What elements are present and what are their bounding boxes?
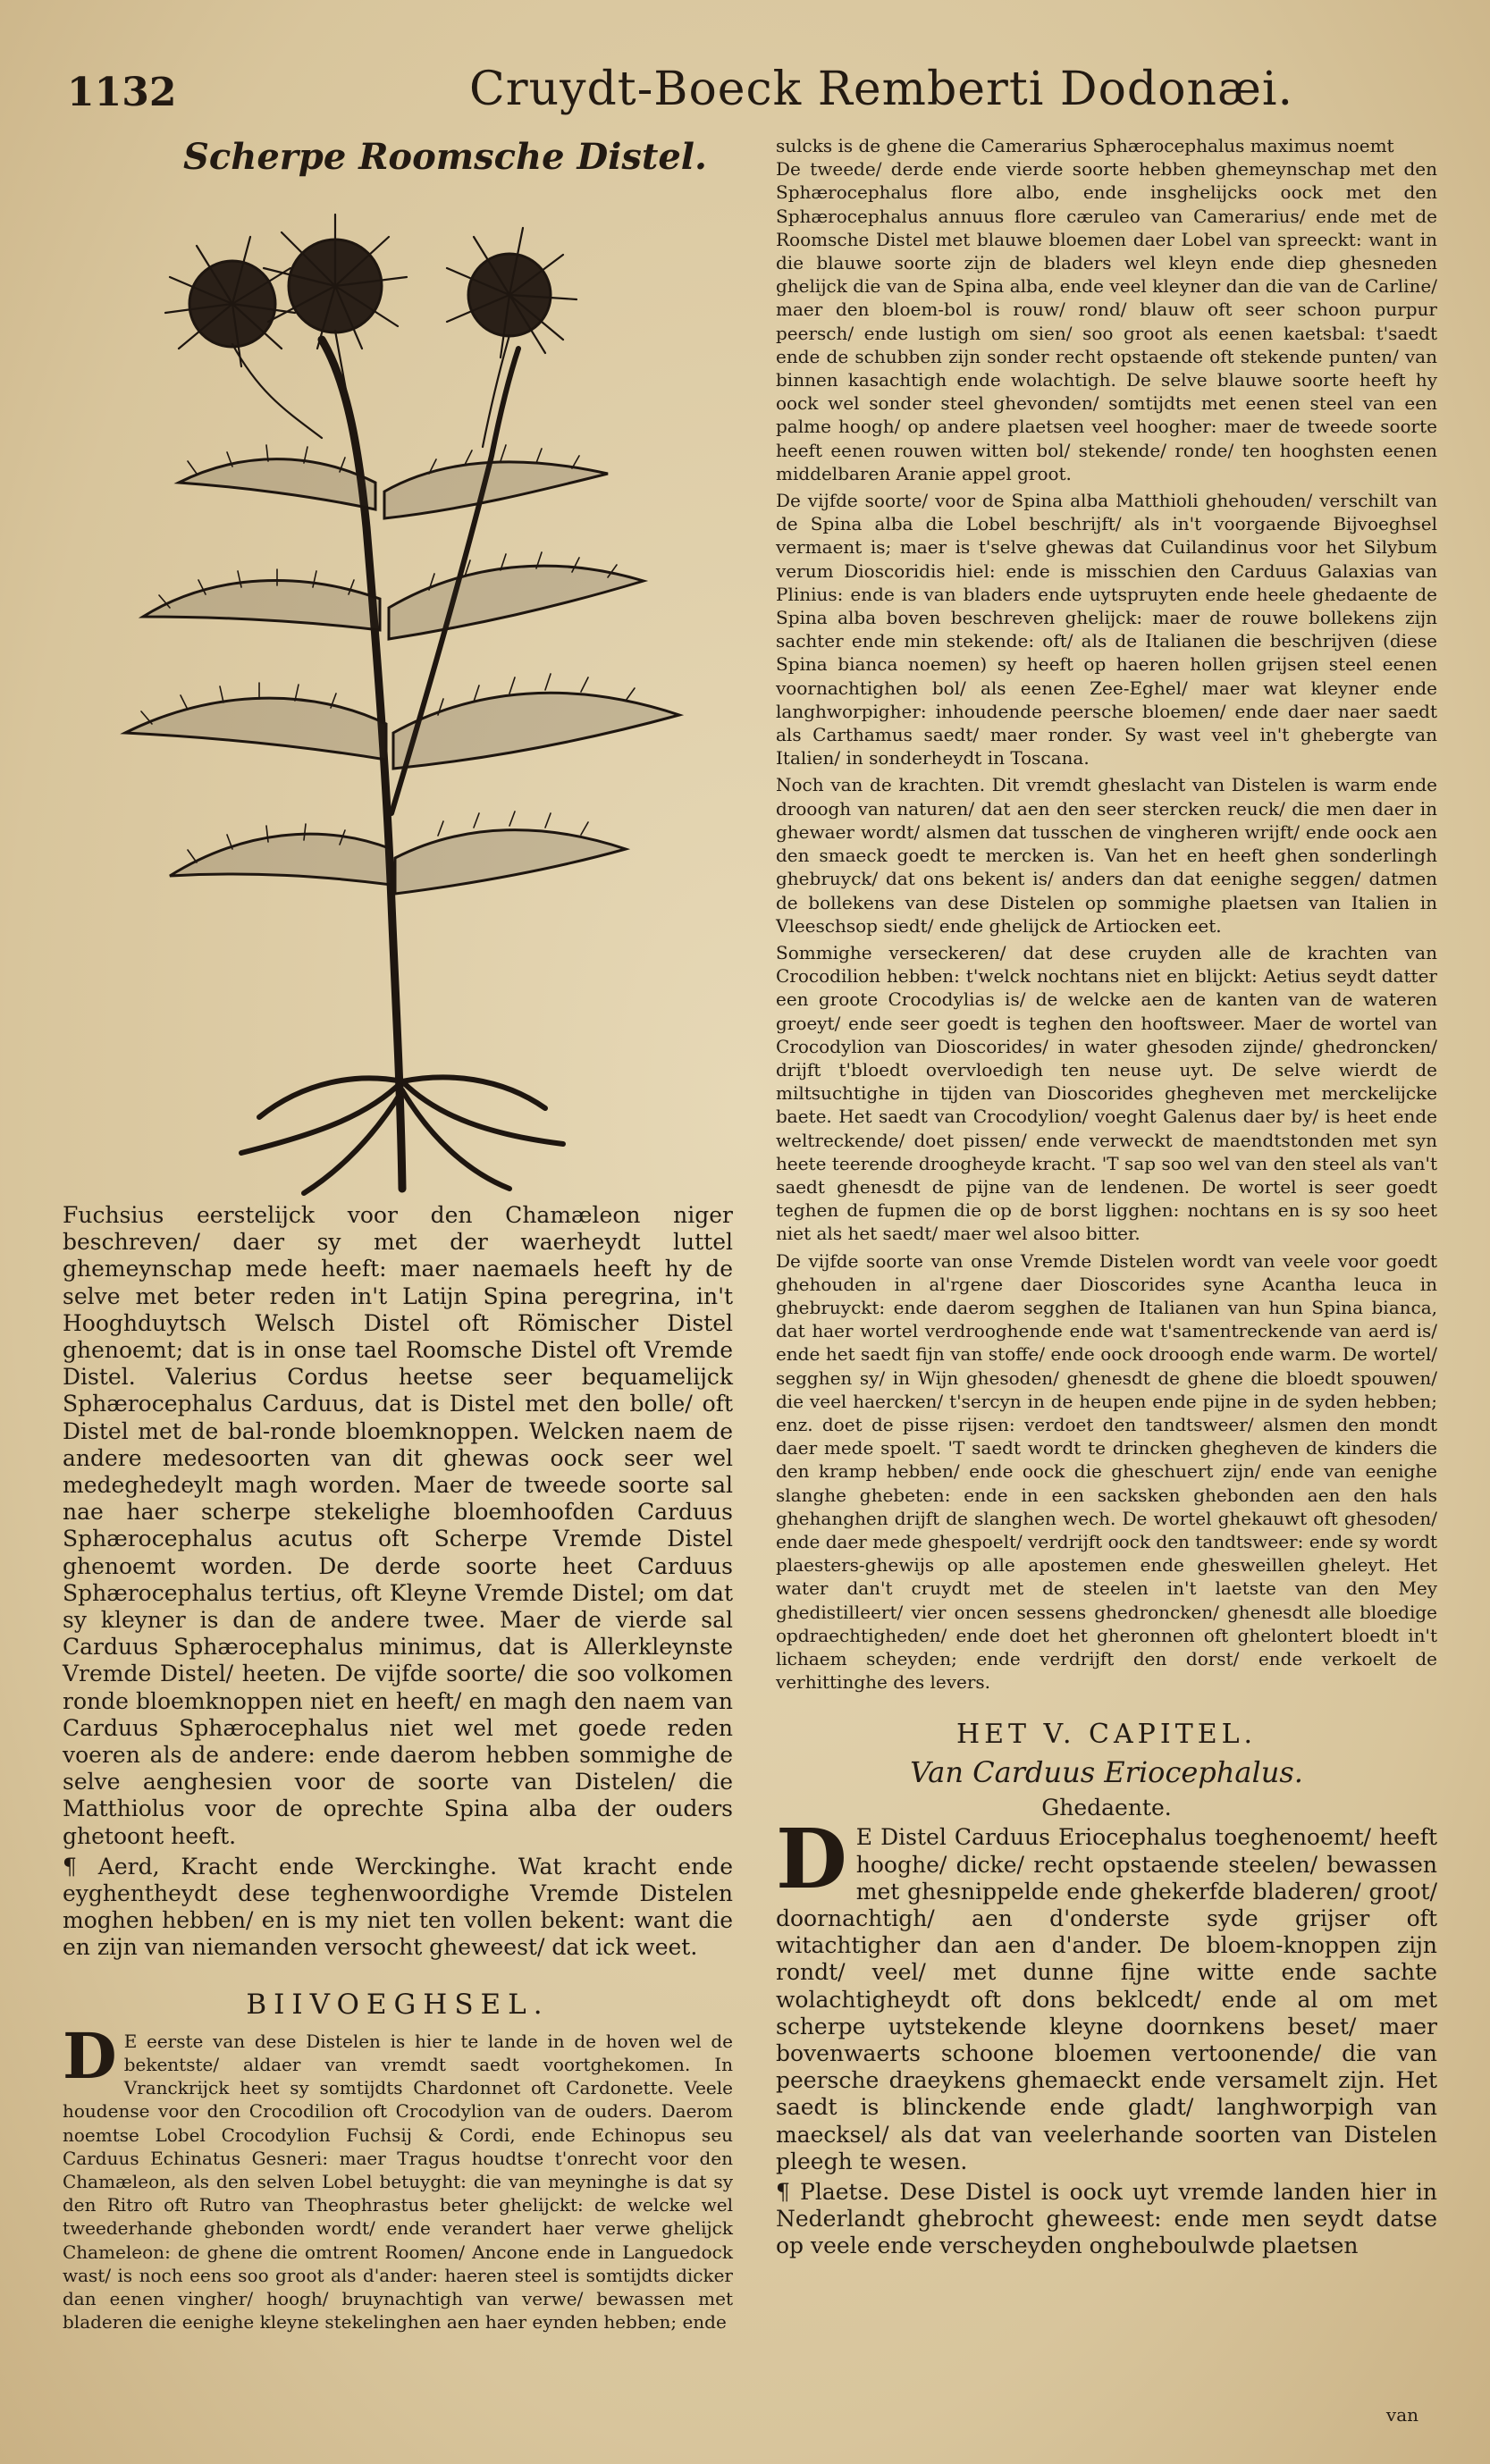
right-paragraph-3: De vijfde soorte/ voor de Spina alba Matthioli ghehouden/ verschilt van de Spina alba die Lobel beschrijft/ als in't voorgaende Bijvoeghsel vermaent is; maer is t'selve ghewas dat Cuilandinus voor het Silybum verum Dioscoridis hiel: ende is misschien den Carduus Galaxias van Plinius: ende is van bladers ende uytspruyten ende heele ghedaente de Spina alba boven beschreven ghelijck: maer de rouwe bollekens zijn sachter ende min stekende: oft/ als de Italianen die beschrijven (diese Spina bianca noemen) sy heeft op haeren hollen grijsen steel eenen voornachtighen bol/ als eenen Zee-Eghel/ maer wat kleyner ende langhworpigher: inhoudende peersche bloemen/ ende daer naer saedt als Carthamus saedt/ maer ronder. Sy wast veel in't ghebergte van Italien/ in sonderheydt in Toscana. xyxy=(776,490,1437,769)
right-paragraph-4: Noch van de krachten. Dit vremdt gheslacht van Distelen is warm ende drooogh van naturen/ dat aen den seer stercken reuck/ die men daer in ghewaer wordt/ alsmen dat tusschen de vingheren wrijft/ ende oock aen den smaeck goedt te mercken is. Van het en heeft ghen sonderlingh ghebruyck/ dat ons bekent is/ anders dan dat eenighe seggen/ datmen de bollekens van dese Distelen op sommighe plaetsen van Italien in Vleeschsop siedt/ ende ghelijck de Artiocken eet. xyxy=(776,774,1437,937)
page-header xyxy=(0,63,1490,143)
right-paragraph-6: De vijfde soorte van onse Vremde Distelen wordt van veele voor goedt ghehouden in al'rgene daer Dioscorides syne Acantha leuca in ghebruyckt: ende daerom segghen de Italianen van hun Spina bianca, dat haer wortel verdrooghende ende wat t'samentreckende van aerd is/ ende het saedt fijn van stoffe/ ende oock drooogh ende warm. De wortel/ segghen sy/ in Wijn ghesoden/ ghenesdt de ghene die bloedt spouwen/ die veel haercken/ t'sercyn in de heupen ende pijne in de syden hebben; enz. doet de pisse rijsen: verdoet den tandtsweer/ alsmen den mondt daer mede spoelt. 'T saedt wordt te drincken ghegheven de kinders die den kramp hebben/ ende oock die gheschuert zijn/ ende van eenighe slanghe ghebeten: ende in een sacksken ghebonden aen den hals ghehanghen drijft de slanghen wech. De wortel ghekauwt oft ghesoden/ ende daer mede ghespoelt/ verdrijft oock den tandtsweer: ende sy wordt plaesters-ghewijs op alle apostemen ende ghesweillen gheleyt. Het water dan't cruydt met de steelen in't laetste van den Mey ghedistilleert/ vier oncen sessens ghedroncken/ ghenesdt alle bloedige opdraechtigheden/ ende doet het gheronnen oft ghelontert bloedt in't lichaem scheyden; ende verdrijft den dorst/ ende verkoelt de verhittinghe des levers. xyxy=(776,1249,1437,1694)
right-paragraph-5: Sommighe verseckeren/ dat dese cruyden alle de krachten van Crocodilion hebben: t'welck nochtans niet en blijckt: Aetius seydt datter een groote Crocodylias is/ de welcke aen de kanten van de wateren groeyt/ ende seer goedt is teghen den hooftsweer. Maer de wortel van Crocodylion van Dioscorides/ in water ghesoden zijnde/ ghedroncken/ drijft t'bloedt overvloedigh ten neuse uyt. De selve wierdt de miltsuchtighe in tijden van Dioscorides ghegheven met merckelijcke baete. Het saedt van Crocodylion/ voeght Galenus daer by/ is heet ende weltreckende/ doet pissen/ ende verweckt de maendtstonden met syn heete teerende droogheyde kracht. 'T sap soo wel van den steel als van't saedt ghenesdt de pijne van de lendenen. De wortel is seer goedt teghen de fupmen die op de borst ligghen: nochtans en is sy soo heet niet als het saedt/ maer wel alsoo bitter. xyxy=(776,941,1437,1245)
figure-caption: Scherpe Roomsche Distel. xyxy=(183,136,707,178)
left-column xyxy=(63,1202,733,2334)
bijvoeghsel-paragraph xyxy=(63,2018,733,2334)
chapter-paragraph xyxy=(776,1811,1437,2175)
thistle-woodcut-illustration xyxy=(107,188,697,1198)
chapter-dropcap: D xyxy=(776,1811,847,1908)
chapter-subtitle: Van Carduus Eriocephalus. xyxy=(910,1755,1303,1790)
catchword: van xyxy=(1385,2404,1418,2426)
running-title: Cruydt-Boeck Remberti Dodonæi. xyxy=(469,63,1294,116)
chapter-section-heading: Ghedaente. xyxy=(1041,1795,1172,1821)
chapter-heading: HET V. CAPITEL. xyxy=(955,1719,1258,1751)
bijvoeghsel-text: E eerste van dese Distelen is hier te lande in de hoven wel de bekentste/ aldaer van vremdt saedt voortghekomen. In Vranckrijck heet sy somtijdts Chardonnet oft Cardonette. Veele houdense voor den Crocodilion oft Crocodylion van de ouders. Daerom noemtse Lobel Crocodylion Fuchsij & Cordi, ende Echinopus seu Carduus Echinatus Gesneri: maer Tragus houdtse t'onrecht voor den Chamæleon, als den selven Lobel betuyght: die van meyninghe is dat sy den Ritro oft Rutro van Theophrastus beter ghelijckt: de welcke wel tweederhande ghebonden wordt/ ende verandert haer verwe ghelijck Chameleon: de ghene die omtrent Roomen/ Ancone ende in Languedock wast/ is noch eens soo groot als d'ander: haeren steel is somtijdts dicker dan eenen vingher/ hoogh/ bruynachtigh van verwe/ bewassen met bladeren die eenighe kleyne stekelinghen aen haer eynden hebben; ende xyxy=(63,2030,733,2334)
aerd-kracht-paragraph: ¶ Aerd, Kracht ende Werckinghe. Wat kracht ende eyghentheydt dese teghenwoordighe Vremde Distelen moghen hebben/ en is my niet ten vollen bekent: want die en zijn van niemanden versocht gheweest/ dat ick weet. xyxy=(63,1853,733,1961)
right-column xyxy=(776,134,1437,2260)
page-number: 1132 xyxy=(67,70,177,115)
chapter-text: E Distel Carduus Eriocephalus toeghenoemt/ heeft hooghe/ dicke/ recht opstaende steelen/ bewassen met ghesnippelde ende ghekerfde bladeren/ groot/ doornachtigh/ aen d'onderste syde grijser oft witachtigher dan aen d'ander. De bloem-knoppen zijn rondt/ veel/ met dunne fijne witte ende sachte wolachtigheydt oft dons beklcedt/ ende al om met scherpe uytstekende kleyne doornkens beset/ maer bovenwaerts schoone bloemen vertoonende/ die van peersche draeykens ghemaeckt ende versamelt zijn. Het saedt is blinckende ende gladt/ langhworpigh van maecksel/ als dat van veelerhande soorten van Distelen pleegh te wesen. xyxy=(776,1824,1437,2174)
description-paragraph: Fuchsius eerstelijck voor den Chamæleon niger beschreven/ daer sy met der waerheydt luttel ghemeynschap mede heeft: maer naemaels heeft hy de selve met beter reden in't Latijn Spina peregrina, in't Hooghduytsch Welsch Distel oft Römischer Distel ghenoemt; dat is in onse tael Roomsche Distel oft Vremde Distel. Valerius Cordus heetse seer bequamelijck Sphærocephalus Carduus, dat is Distel met den bolle/ oft Distel met de bal-ronde bloemknoppen. Welcken naem de andere medesoorten van dit ghewas oock seer wel medeghedeylt magh worden. Maer de tweede soorte sal nae haer scherpe stekelighe bloemhoofden Carduus Sphærocephalus acutus oft Scherpe Vremde Distel ghenoemt worden. De derde soorte heet Carduus Sphærocephalus tertius, oft Kleyne Vremde Distel; om dat sy kleyner is dan de andere twee. Maer de vierde sal Carduus Sphærocephalus minimus, dat is Allerkleynste Vremde Distel/ heeten. De vijfde soorte/ die soo volkomen ronde bloemknoppen niet en heeft/ en magh den naem van Carduus Sphærocephalus niet wel met goede reden voeren als de andere: ende daerom hebben sommighe de selve aenghesien voor de soorte van Distelen/ die Matthiolus voor de oprechte Spina alba der ouders ghetoont heeft. xyxy=(63,1202,733,1849)
right-paragraph-1: sulcks is de ghene die Camerarius Sphærocephalus maximus noemt xyxy=(776,135,1394,156)
bijvoeghsel-heading: BIIVOEGHSEL. xyxy=(246,1988,550,2021)
right-paragraph-2: De tweede/ derde ende vierde soorte hebben ghemeynschap met den Sphærocephalus flore albo, ende insghelijcks oock met den Sphærocephalus annuus flore cæruleo van Camerarius/ ende met de Roomsche Distel met blauwe bloemen daer Lobel van spreeckt: want in die blauwe soorte zijn de bladers wel kleyn ende diep ghesneden ghelijck die van de Spina alba, ende veel kleyner dan die van de Carline/ maer den bloem-bol is rouw/ rond/ blauw oft seer schoon purpur peersch/ ende lustigh om sien/ soo groot als eenen kaetsbal: t'saedt ende de schubben zijn sonder recht opstaende oft stekende punten/ van binnen kasachtigh ende wolachtigh. De selve blauwe soorte heeft hy oock wel sonder steel ghevonden/ somtijdts met eenen steel van een palme hoogh/ op andere plaetsen veel hoogher: maer de tweede soorte heeft eenen rouwen witten bol/ stekende/ ronde/ ten hooghsten eenen middelbaren Aranie appel groot. xyxy=(776,158,1437,484)
plaetse-paragraph: ¶ Plaetse. Dese Distel is oock uyt vremde landen hier in Nederlandt ghebrocht gheweest: ende men seydt datse op veele ende verscheyden ongheboulwde plaetsen xyxy=(776,2179,1437,2259)
bijvoeghsel-dropcap: D xyxy=(63,2018,117,2093)
